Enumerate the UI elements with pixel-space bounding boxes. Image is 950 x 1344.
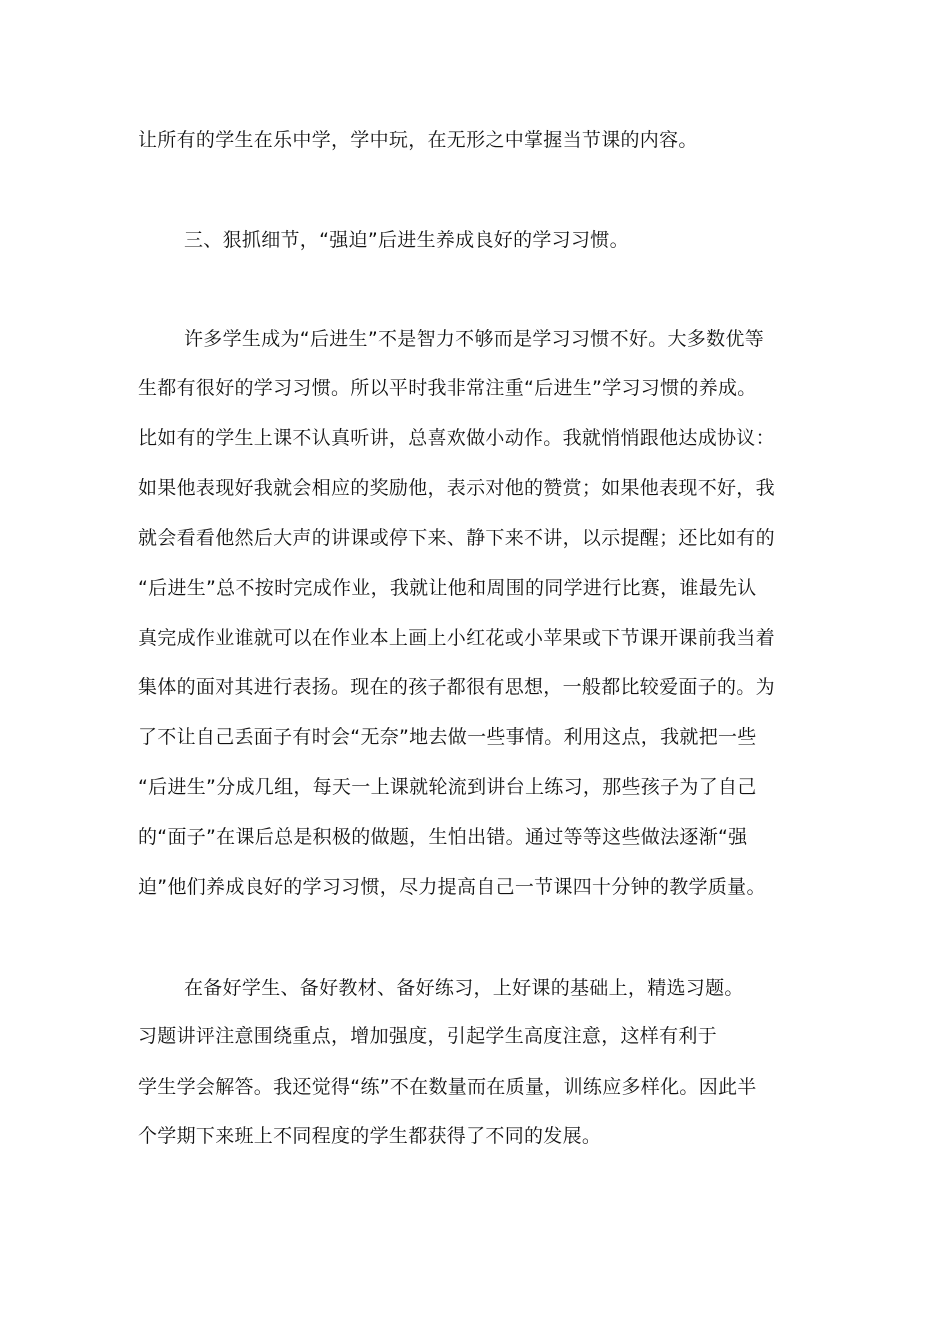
paragraph-3-line-4: 个学期下来班上不同程度的学生都获得了不同的发展。 (138, 1125, 602, 1147)
paragraph-3-line-3: 学生学会解答。我还觉得“练”不在数量而在质量，训练应多样化。因此半 (138, 1076, 757, 1098)
paragraph-3-line-2: 习题讲评注意围绕重点，增加强度，引起学生高度注意，这样有利于 (138, 1025, 718, 1047)
paragraph-2-line-1: 许多学生成为“后进生”不是智力不够而是学习习惯不好。大多数优等 (184, 328, 764, 350)
paragraph-1-line-1: 让所有的学生在乐中学，学中玩，在无形之中掌握当节课的内容。 (138, 129, 698, 151)
section-heading-3: 三、狠抓细节，“强迫”后进生养成良好的学习习惯。 (184, 229, 629, 251)
paragraph-2-line-10: “后进生”分成几组，每天一上课就轮流到讲台上练习，那些孩子为了自己 (138, 776, 757, 798)
paragraph-2-line-2: 生都有很好的学习习惯。所以平时我非常注重“后进生”学习习惯的养成。 (138, 377, 757, 399)
paragraph-2-line-11: 的“面子”在课后总是积极的做题，生怕出错。通过等等这些做法逐渐“强 (138, 826, 748, 848)
paragraph-3-line-1: 在备好学生、备好教材、备好练习，上好课的基础上，精选习题。 (184, 977, 744, 999)
paragraph-2-line-3: 比如有的学生上课不认真听讲，总喜欢做小动作。我就悄悄跟他达成协议： (138, 427, 775, 449)
paragraph-2-line-8: 集体的面对其进行表扬。现在的孩子都很有思想，一般都比较爱面子的。为 (138, 676, 775, 698)
paragraph-2-line-5: 就会看看他然后大声的讲课或停下来、静下来不讲，以示提醒；还比如有的 (138, 527, 775, 549)
paragraph-2-line-6: “后进生”总不按时完成作业，我就让他和周围的同学进行比赛，谁最先认 (138, 577, 757, 599)
paragraph-2-line-9: 了不让自己丢面子有时会“无奈”地去做一些事情。利用这点，我就把一些 (138, 726, 757, 748)
paragraph-2-line-12: 迫”他们养成良好的学习习惯，尽力提高自己一节课四十分钟的教学质量。 (138, 876, 766, 898)
paragraph-2-line-4: 如果他表现好我就会相应的奖励他，表示对他的赞赏；如果他表现不好，我 (138, 477, 775, 499)
paragraph-2-line-7: 真完成作业谁就可以在作业本上画上小红花或小苹果或下节课开课前我当着 (138, 627, 775, 649)
